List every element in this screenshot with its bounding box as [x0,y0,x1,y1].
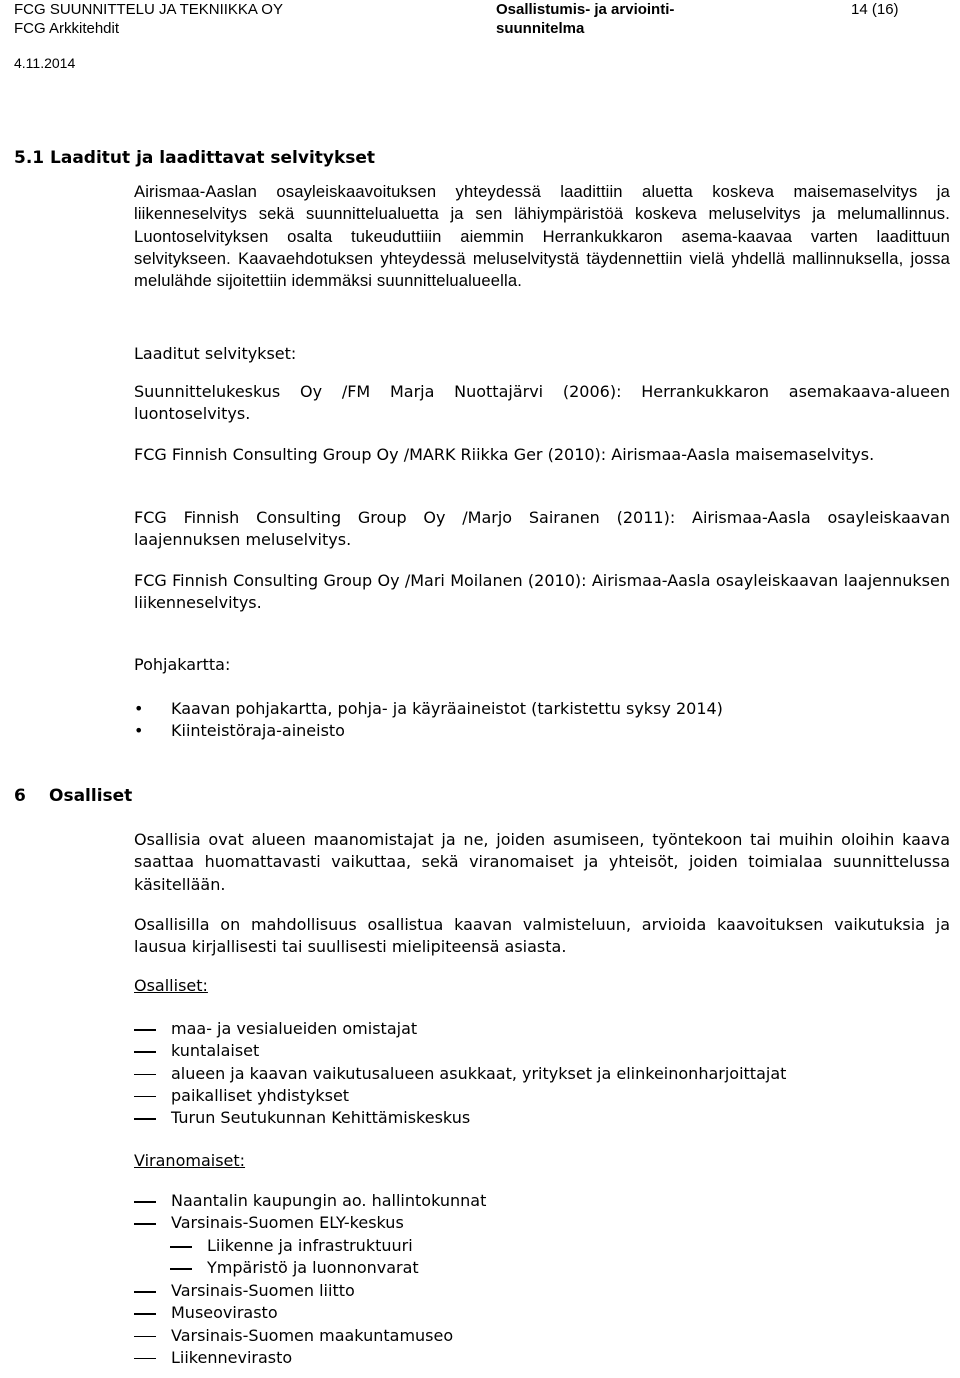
basemap-list [134,698,723,743]
header-doc-title-line2: suunnitelma [496,20,585,37]
dash-icon [134,1223,156,1225]
dash-icon [134,1313,156,1315]
header-doc-title-line1: Osallistumis- ja arviointi- [496,1,675,18]
list-item: Museovirasto [134,1302,453,1324]
basemap-label: Pohjakartta: [134,655,231,674]
header-org-unit: FCG Arkkitehdit [14,20,120,37]
list-item: paikalliset yhdistykset [134,1085,786,1107]
study-item: FCG Finnish Consulting Group Oy /Mari Moilanen (2010): Airismaa-Aasla osayleiskaavan laajennuksen liikenneselvitys. [134,571,950,613]
dash-icon [134,1336,156,1338]
authorities-list [134,1190,486,1235]
header-date: 4.11.2014 [14,55,76,71]
parties-paragraph: Osallisia ovat alueen maanomistajat ja ne, joiden asumiseen, työntekoon tai muihin oloihin kaava saattaa huomattavasti vaikuttaa, sekä viranomaiset ja yhteisöt, joiden toimialaa suunnittelussa käsitellään. [134,830,950,894]
study-item: FCG Finnish Consulting Group Oy /Marjo Sairanen (2011): Airismaa-Aasla osayleiskaavan laajennuksen meluselvitys. [134,508,950,550]
section-heading-6: Osalliset [49,786,133,806]
authorities-list-continued [134,1280,453,1369]
list-item: kuntalaiset [134,1040,786,1062]
list-item: • Kiinteistöraja-aineisto [134,720,723,742]
page-number: 14 (16) [851,1,899,18]
dash-icon [170,1268,192,1270]
dash-icon [134,1291,156,1293]
list-item: Turun Seutukunnan Kehittämiskeskus [134,1107,786,1129]
list-item: maa- ja vesialueiden omistajat [134,1018,786,1040]
list-item: alueen ja kaavan vaikutusalueen asukkaat, yritykset ja elinkeinonharjoittajat [134,1063,786,1085]
section-heading-5-1: 5.1 Laaditut ja laadittavat selvitykset [14,148,376,168]
dash-icon [134,1201,156,1203]
dash-icon [134,1096,156,1098]
study-item: FCG Finnish Consulting Group Oy /MARK Riikka Ger (2010): Airismaa-Aasla maisemaselvitys. [134,445,875,464]
bullet-icon: • [134,721,144,741]
dash-icon [170,1246,192,1248]
parties-label: Osalliset: [134,976,208,995]
dash-icon [134,1051,156,1053]
list-item: Liikenne ja infrastruktuuri [134,1235,419,1257]
authorities-label: Viranomaiset: [134,1151,246,1170]
header-org-name: FCG SUUNNITTELU JA TEKNIIKKA OY [14,1,283,18]
section-number-6: 6 [14,786,26,806]
dash-icon [134,1358,156,1360]
dash-icon [134,1118,156,1120]
intro-paragraph: Airismaa-Aaslan osayleiskaavoituksen yhteydessä laadittiin aluetta koskeva maisemaselvitys ja liikenneselvitys sekä suunnittelualuetta ja sen lähiympäristöä koskeva meluselvitys ja melumallinnus. Luontoselvityksen osalta tukeuduttiiin aiemmin Herrankukkaron asema-kaavaa varten laadittuun selvitykseen. Kaavaehdotuksen yhteydessä meluselvitystä täydennettiin vielä yhdellä mallinnuksella, jossa melulähde sijoitettiin idemmäksi suunnittelualueella. [134,182,950,291]
studies-label: Laaditut selvitykset: [134,344,297,363]
dash-icon [134,1074,156,1076]
parties-list [134,1018,786,1129]
list-item: Ympäristö ja luonnonvarat [134,1257,419,1279]
bullet-icon: • [134,699,144,718]
list-item: Varsinais-Suomen ELY-keskus [134,1212,486,1234]
list-item: Liikennevirasto [134,1347,453,1369]
dash-icon [134,1029,156,1031]
list-item: Varsinais-Suomen liitto [134,1280,453,1302]
list-item: Varsinais-Suomen maakuntamuseo [134,1325,453,1347]
participation-paragraph: Osallisilla on mahdollisuus osallistua kaavan valmisteluun, arvioida kaavoituksen vaikutuksia ja lausua kirjallisesti tai suullisesti mielipiteensä asiasta. [134,915,950,957]
study-item: Suunnittelukeskus Oy /FM Marja Nuottajärvi (2006): Herrankukkaron asemakaava-alueen luontoselvitys. [134,382,950,424]
list-item: Naantalin kaupungin ao. hallintokunnat [134,1190,486,1212]
list-item: • Kaavan pohjakartta, pohja- ja käyräaineistot (tarkistettu syksy 2014) [134,698,723,720]
authorities-sublist [134,1235,419,1280]
